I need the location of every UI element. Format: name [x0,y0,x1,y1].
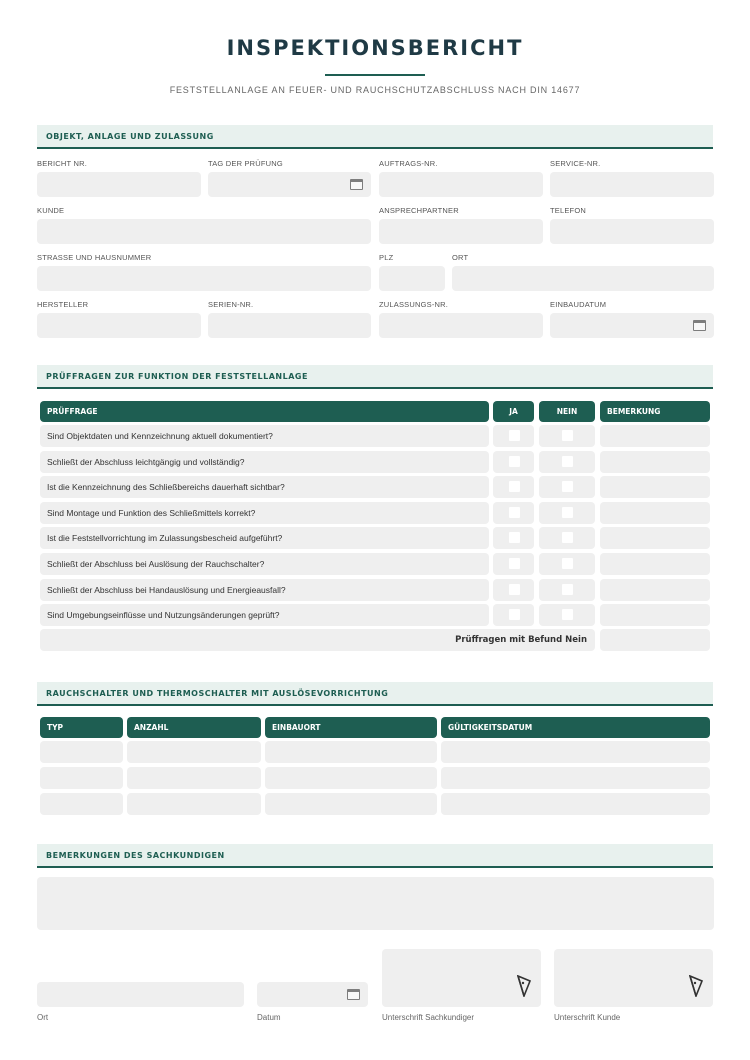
checkbox-nein[interactable] [562,584,573,595]
cell-nein [539,425,595,447]
checkbox-ja[interactable] [509,609,520,620]
remarks-textarea[interactable] [37,877,714,930]
cell-nein [539,502,595,524]
ort-label: Ort [37,1013,49,1022]
telefon-input[interactable] [550,219,714,244]
anzahl-input[interactable] [127,793,261,815]
column-header-typ: TYP [40,717,123,738]
label-telefon: TELEFON [550,206,586,215]
column-header-bemerkung: BEMERKUNG [600,401,710,422]
question-text: Ist die Kennzeichnung des Schließbereichs dauerhaft sichtbar? [40,476,489,498]
hersteller-input[interactable] [37,313,201,338]
einbauort-input[interactable] [265,793,437,815]
calendar-icon[interactable] [350,179,363,190]
label-einbaudatum: EINBAUDATUM [550,300,607,309]
question-text: Schließt der Abschluss leichtgängig und vollständig? [40,451,489,473]
label-zulassungs-nr: ZULASSUNGS-NR. [379,300,449,309]
column-header-nein: NEIN [539,401,595,422]
signature-sachkundiger-label: Unterschrift Sachkundiger [382,1013,475,1022]
gueltigkeitsdatum-input[interactable] [441,767,710,789]
cell-ja [493,553,534,575]
label-auftrags-nr: AUFTRAGS-NR. [379,159,438,168]
column-header-anzahl: ANZAHL [127,717,261,738]
ort-signature-field[interactable] [37,982,244,1007]
question-text: Sind Objektdaten und Kennzeichnung aktuell dokumentiert? [40,425,489,447]
bericht-nr-input[interactable] [37,172,201,197]
question-text: Sind Montage und Funktion des Schließmittels korrekt? [40,502,489,524]
ansprechpartner-input[interactable] [379,219,543,244]
serien-nr-input[interactable] [208,313,371,338]
checkbox-nein[interactable] [562,609,573,620]
page-title: INSPEKTIONSBERICHT [226,36,524,60]
service-nr-input[interactable] [550,172,714,197]
label-ansprechpartner: ANSPRECHPARTNER [379,206,459,215]
checkbox-ja[interactable] [509,430,520,441]
label-bericht-nr: BERICHT NR. [37,159,87,168]
tag-der-pruefung-input[interactable] [208,172,371,197]
plz-input[interactable] [379,266,445,291]
section-header-remarks [37,844,713,868]
typ-input[interactable] [40,793,123,815]
datum-label: Datum [257,1013,281,1022]
gueltigkeitsdatum-input[interactable] [441,741,710,763]
column-header-gueltigkeitsdatum: GÜLTIGKEITSDATUM [441,717,710,738]
auftrags-nr-input[interactable] [379,172,543,197]
section-title-remarks: BEMERKUNGEN DES SACHKUNDIGEN [46,851,225,860]
question-text: Ist die Feststellvorrichtung im Zulassungsbescheid aufgeführt? [40,527,489,549]
label-strasse: STRASSE UND HAUSNUMMER [37,253,152,262]
checkbox-ja[interactable] [509,532,520,543]
label-tag-der-pruefung: TAG DER PRÜFUNG [208,159,283,168]
cell-ja [493,476,534,498]
cell-ja [493,502,534,524]
signature-kunde-label: Unterschrift Kunde [554,1013,621,1022]
typ-input[interactable] [40,741,123,763]
remark-input[interactable] [600,476,710,498]
summary-label: Prüffragen mit Befund Nein [40,629,595,651]
gueltigkeitsdatum-input[interactable] [441,793,710,815]
cell-ja [493,451,534,473]
section-title-questions: PRÜFFRAGEN ZUR FUNKTION DER FESTSTELLANLAGE [46,372,308,381]
cell-nein [539,451,595,473]
cell-ja [493,527,534,549]
cell-nein [539,527,595,549]
label-hersteller: HERSTELLER [37,300,89,309]
remark-input[interactable] [600,553,710,575]
checkbox-nein[interactable] [562,456,573,467]
typ-input[interactable] [40,767,123,789]
checkbox-ja[interactable] [509,558,520,569]
title-divider [325,74,425,76]
checkbox-nein[interactable] [562,558,573,569]
datum-signature-field[interactable] [257,982,368,1007]
checkbox-nein[interactable] [562,507,573,518]
section-header-questions [37,365,713,389]
label-ort: ORT [452,253,469,262]
question-text: Schließt der Abschluss bei Auslösung der Rauchschalter? [40,553,489,575]
kunde-input[interactable] [37,219,371,244]
question-text: Sind Umgebungseinflüsse und Nutzungsänderungen geprüft? [40,604,489,626]
calendar-icon[interactable] [347,989,360,1000]
question-text: Schließt der Abschluss bei Handauslösung und Energieausfall? [40,579,489,601]
einbauort-input[interactable] [265,767,437,789]
remark-input[interactable] [600,604,710,626]
pen-icon [517,975,531,997]
label-service-nr: SERVICE-NR. [550,159,601,168]
einbauort-input[interactable] [265,741,437,763]
zulassungs-nr-input[interactable] [379,313,543,338]
section-title-object: OBJEKT, ANLAGE UND ZULASSUNG [46,132,214,141]
cell-nein [539,579,595,601]
checkbox-nein[interactable] [562,481,573,492]
checkbox-ja[interactable] [509,481,520,492]
checkbox-ja[interactable] [509,584,520,595]
cell-nein [539,553,595,575]
anzahl-input[interactable] [127,767,261,789]
pen-icon [689,975,703,997]
strasse-input[interactable] [37,266,371,291]
label-serien-nr: SERIEN-NR. [208,300,254,309]
signature-sachkundiger-field[interactable] [382,949,541,1007]
einbaudatum-input[interactable] [550,313,714,338]
cell-nein [539,476,595,498]
cell-ja [493,425,534,447]
calendar-icon[interactable] [693,320,706,331]
remark-input[interactable] [600,502,710,524]
section-title-switches: RAUCHSCHALTER UND THERMOSCHALTER MIT AUSLÖSEVORRICHTUNG [46,689,389,698]
remark-input[interactable] [600,451,710,473]
section-header-switches [37,682,713,706]
column-header-ja: JA [493,401,534,422]
checkbox-ja[interactable] [509,507,520,518]
remark-input[interactable] [600,527,710,549]
checkbox-nein[interactable] [562,430,573,441]
cell-ja [493,579,534,601]
column-header-einbauort: EINBAUORT [265,717,437,738]
summary-count-field[interactable] [600,629,710,651]
anzahl-input[interactable] [127,741,261,763]
cell-ja [493,604,534,626]
label-plz: PLZ [379,253,394,262]
ort-input[interactable] [452,266,714,291]
checkbox-nein[interactable] [562,532,573,543]
cell-nein [539,604,595,626]
page-subtitle: FESTSTELLANLAGE AN FEUER- UND RAUCHSCHUTZABSCHLUSS NACH DIN 14677 [169,85,581,95]
label-kunde: KUNDE [37,206,65,215]
remark-input[interactable] [600,579,710,601]
column-header-prueffrage: PRÜFFRAGE [40,401,489,422]
section-header-object [37,125,713,149]
signature-kunde-field[interactable] [554,949,713,1007]
remark-input[interactable] [600,425,710,447]
checkbox-ja[interactable] [509,456,520,467]
